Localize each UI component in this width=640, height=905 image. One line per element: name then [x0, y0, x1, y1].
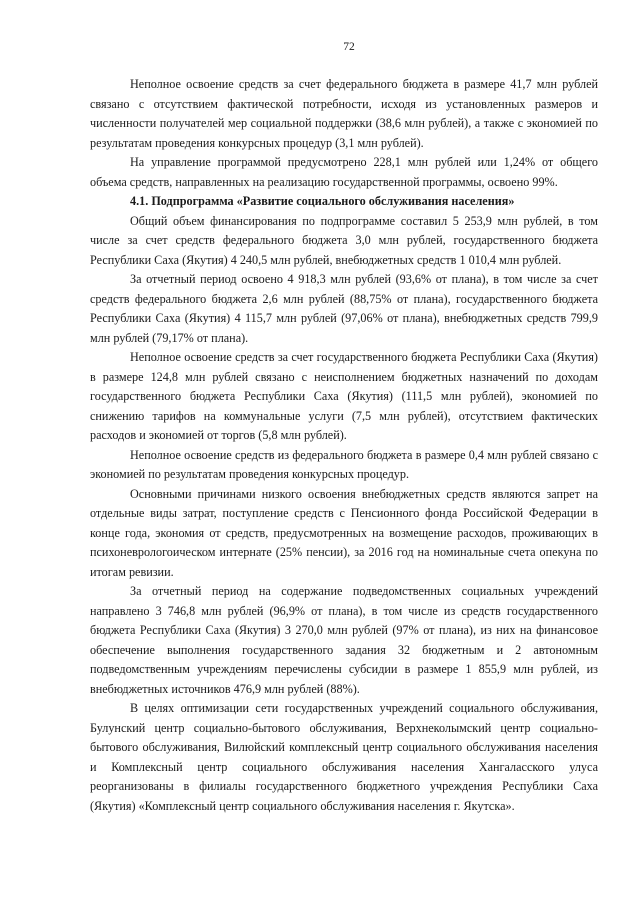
paragraph-extrabudgetary-reasons: Основными причинами низкого освоения внебюджетных средств являются запрет на отдельные виды затрат, поступление средств с Пенсионного фонда Российской Федерации в конце года, экономия от средств, предусмотренных на возмещение расходов, проживающих в психоневрологоическом интернате (25% пенсии), за 2016 год на номинальные счета опекуна по итогам ревизии.: [90, 486, 598, 579]
section-heading: 4.1. Подпрограмма «Развитие социального обслуживания населения»: [130, 194, 515, 208]
paragraph-reporting-period: За отчетный период освоено 4 918,3 млн рублей (93,6% от плана), в том числе за счет средств федерального бюджета 2,6 млн рублей (88,75% от плана), государственного бюджета Республики Саха (Якутия) 4 115,7 млн рублей (97,06% от плана), внебюджетных средств 799,9 млн рублей (79,17% от плана).: [90, 272, 598, 345]
paragraph-program-management: На управление программой предусмотрено 228,1 млн рублей или 1,24% от общего объема средств, направленных на реализацию государственной программы, освоено 99%.: [90, 155, 598, 189]
page-number: 72: [343, 41, 355, 53]
paragraph-state-budget-underuse: Неполное освоение средств за счет государственного бюджета Республики Саха (Якутия) в размере 124,8 млн рублей связано с неисполнением бюджетных назначений по доходам государственного бюджета Республики Саха (Якутия) (111,5 млн рублей), экономией по снижению тарифов на коммунальные услуги (7,5 млн рублей), отсутствием фактических расходов и экономией от торгов (5,8 млн рублей).: [90, 350, 598, 442]
paragraph-network-optimization: В целях оптимизации сети государственных учреждений социального обслуживания, Булунский центр социально-бытового обслуживания, Верхнеколымский центр социально-бытового обслуживания, Вилюйский комплексный центр социального обслуживания населения и Комплексный центр социального обслуживания населения Хангаласского улуса реорганизованы в филиалы государственного бюджетного учреждения Республики Саха (Якутия) «Комплексный центр социального обслуживания населения г. Якутска».: [90, 701, 598, 813]
paragraph-federal-budget-underuse: Неполное освоение средств из федерального бюджета в размере 0,4 млн рублей связано с экономией по результатам проведения конкурсных процедур.: [90, 447, 598, 481]
paragraph-institutions-funding: За отчетный период на содержание подведомственных социальных учреждений направлено 3 746,8 млн рублей (96,9% от плана), в том числе из средств государственного бюджета Республики Саха (Якутия) 3 270,0 млн рублей (97% от плана), из них на финансовое обеспечение выполнения государственного задания 32 бюджетным и 2 автономным подведомственным учреждениям перечислены субсидии в размере 1 855,9 млн рублей, из внебюджетных источников 476,9 млн рублей (88%).: [90, 584, 598, 696]
paragraph-total-funding: Общий объем финансирования по подпрограмме составил 5 253,9 млн рублей, в том числе за счет средств федерального бюджета 3,0 млн рублей, государственного бюджета Республики Саха (Якутия) 4 240,5 млн рублей, внебюджетных средств 1 010,4 млн рублей.: [90, 213, 598, 267]
paragraph-federal-underuse: Неполное освоение средств за счет федерального бюджета в размере 41,7 млн рублей связано с отсутствием фактической потребности, исходя из установленных размеров и численности получателей мер социальной поддержки (38,6 млн рублей), а также с экономией по результатам проведения конкурсных процедур (3,1 млн рублей).: [90, 77, 598, 150]
